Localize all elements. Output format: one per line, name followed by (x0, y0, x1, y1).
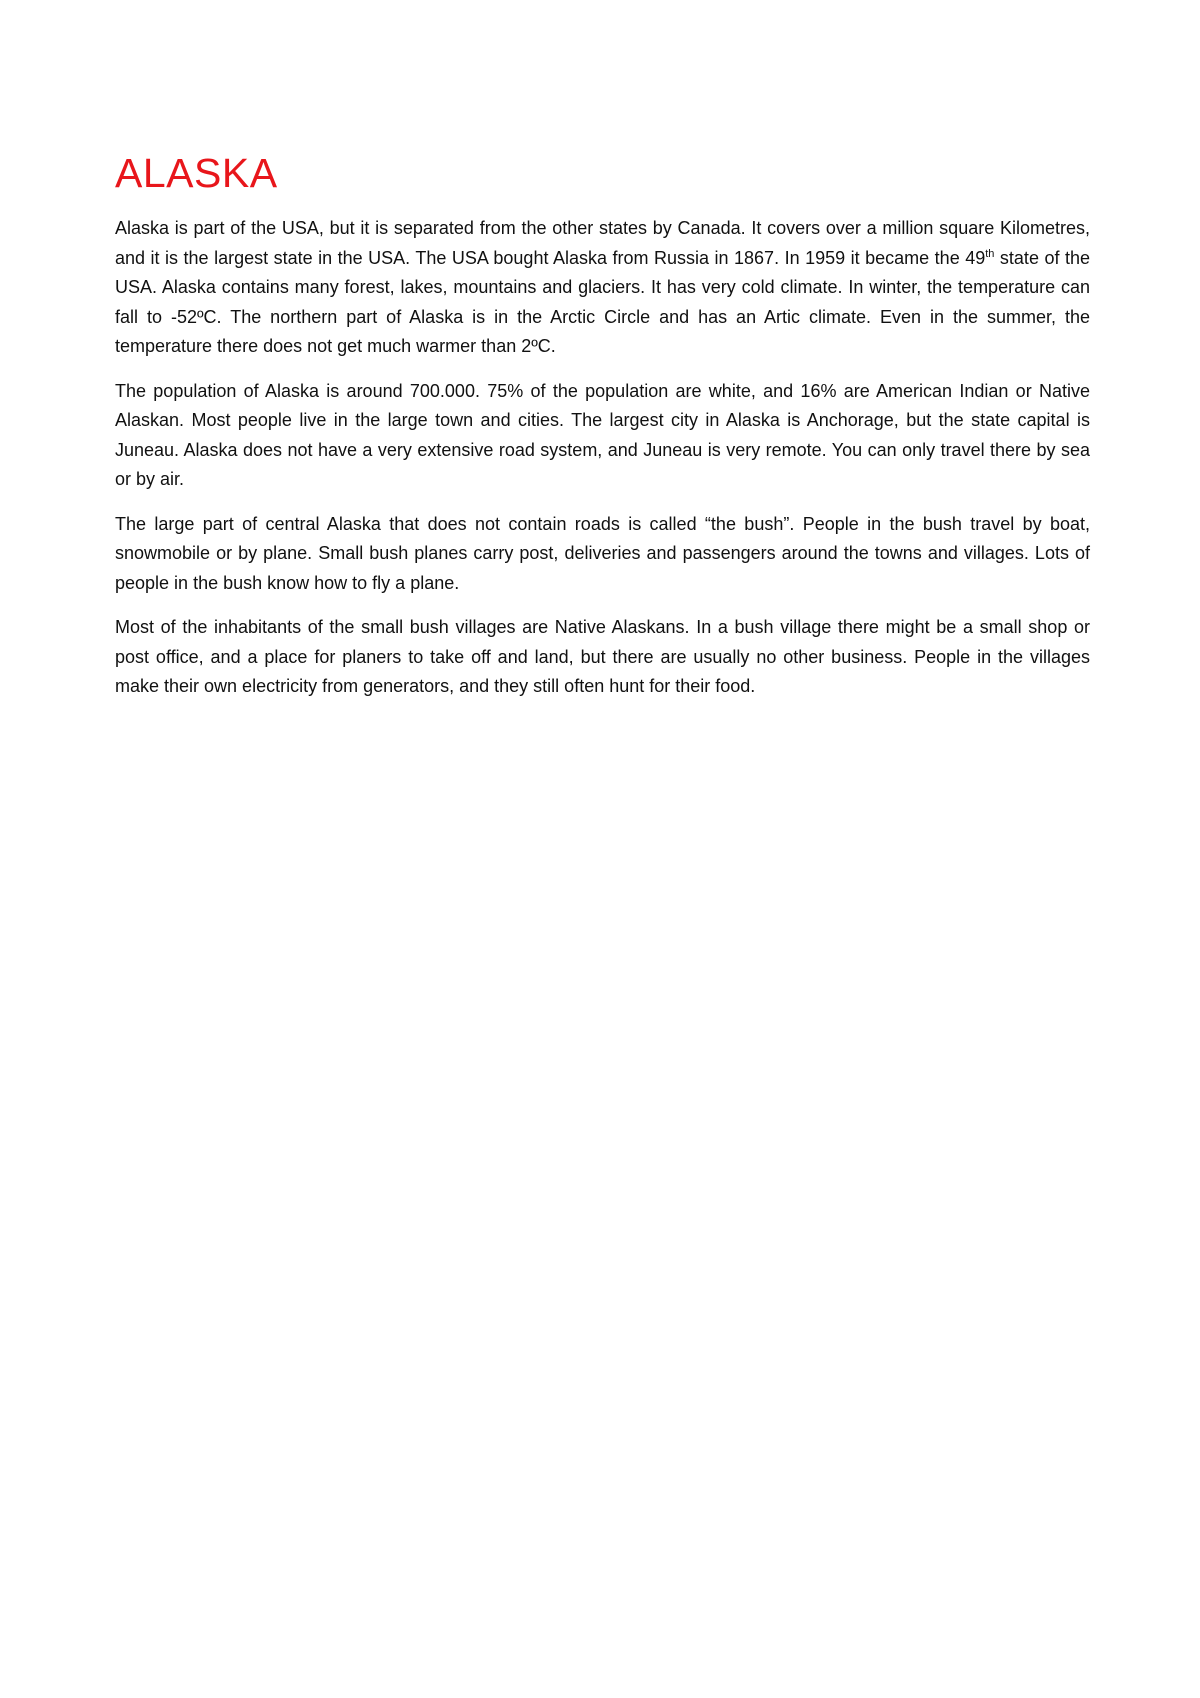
paragraph-bush-villages: Most of the inhabitants of the small bush villages are Native Alaskans. In a bush village there might be a small shop or post office, and a place for planers to take off and land, but there are usually no other business. People in the villages make their own electricity from generators, and they still often hunt for their food. (115, 617, 1090, 696)
paragraph-geography-text-start: Alaska is part of the USA, but it is separated from the other states by Canada. It covers over a million square Kilometres, and it is the largest state in the USA. The USA bought Alaska from Russia in 1867. In 1959 it became the 49 (115, 218, 1090, 268)
paragraph-the-bush: The large part of central Alaska that does not contain roads is called “the bush”. People in the bush travel by boat, snowmobile or by plane. Small bush planes carry post, deliveries and passengers around the towns and villages. Lots of people in the bush know how to fly a plane. (115, 513, 1090, 593)
paragraph-geography-text-end: state of the USA. Alaska contains many forest, lakes, mountains and glaciers. It has very cold climate. In winter, the temperature can fall to -52ºC. The northern part of Alaska is in the Arctic Circle and has an Artic climate. Even in the summer, the temperature there does not get much warmer than 2ºC. (115, 247, 1090, 356)
ordinal-superscript: th (985, 247, 995, 260)
paragraph-population: The population of Alaska is around 700.000. 75% of the population are white, and 16% are American Indian or Native Alaskan. Most people live in the large town and cities. The largest city in Alaska is Anchorage, but the state capital is Juneau. Alaska does not have a very extensive road system, and Juneau is very remote. You can only travel there by sea or by air. (115, 380, 1090, 489)
document-title: ALASKA (115, 150, 278, 196)
document-body (115, 148, 1090, 717)
paragraph-geography (115, 214, 1090, 362)
